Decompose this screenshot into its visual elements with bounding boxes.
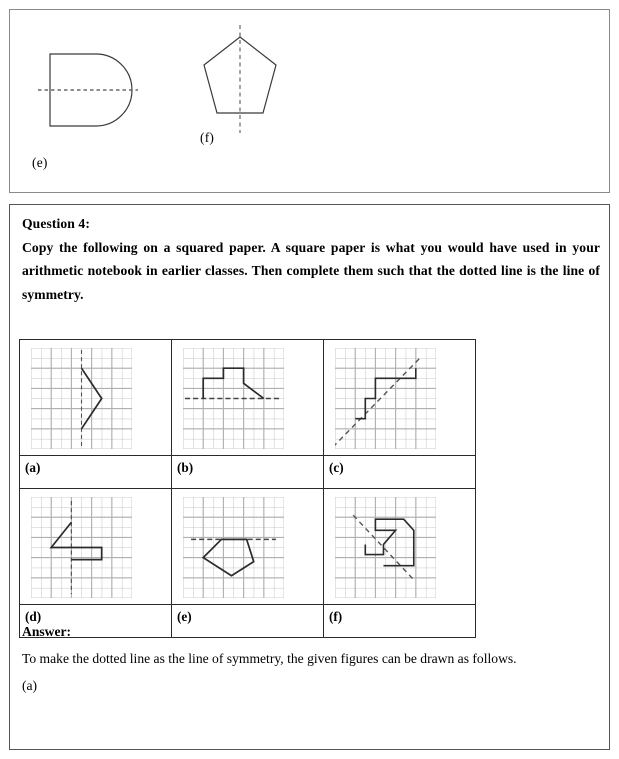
d-shape-svg <box>38 40 148 140</box>
label-cell-a <box>20 456 172 489</box>
grid-f <box>335 497 436 598</box>
figure-label-e: (e) <box>32 155 48 170</box>
figure-cell-d <box>20 489 172 605</box>
figure-f-pentagon <box>190 23 300 133</box>
figure-table-label-c: (c) <box>329 460 344 475</box>
figure-cell-a <box>20 340 172 456</box>
figure-cell-b <box>172 340 324 456</box>
figure-cell-f <box>324 489 476 605</box>
table-row-figures-2 <box>20 489 476 605</box>
grid-background-f <box>335 497 436 598</box>
figure-table-label-f: (f) <box>329 609 343 624</box>
figure-cell-c <box>324 340 476 456</box>
answer-text: To make the dotted line as the line of symmetry, the given figures can be drawn as follows. <box>22 651 517 667</box>
grid-background-a <box>31 348 132 449</box>
question-panel <box>9 204 610 750</box>
figure-table-label-b: (b) <box>177 460 194 475</box>
grid-c <box>335 348 436 449</box>
grid-a <box>31 348 132 449</box>
question-heading: Question 4: <box>22 216 90 231</box>
grid-background-e <box>183 497 284 598</box>
label-cell-b <box>172 456 324 489</box>
figure-e-d-shape <box>38 40 148 140</box>
grid-e <box>183 497 284 598</box>
question-body: Copy the following on a squared paper. A square paper is what you would have used in your arithmetic notebook in earlier classes. Then complete them such that the dotted line is the line of symmetry. <box>22 240 600 302</box>
question-text-block <box>22 213 600 306</box>
figure-table-label-e: (e) <box>177 609 192 624</box>
grid-background-c <box>335 348 436 449</box>
answer-block <box>22 622 600 696</box>
pentagon-svg <box>190 23 300 138</box>
answer-heading: Answer: <box>22 624 72 639</box>
figure-table-label-d: (d) <box>25 609 42 624</box>
previous-figures-panel <box>9 9 610 193</box>
figure-cell-e <box>172 489 324 605</box>
answer-sub-label: (a) <box>22 677 38 693</box>
figure-table-label-a: (a) <box>25 460 41 475</box>
table-row-figures-1 <box>20 340 476 456</box>
label-cell-c <box>324 456 476 489</box>
figure-label-f: (f) <box>200 130 215 145</box>
figure-grid-table <box>19 339 476 638</box>
table-row-labels-1 <box>20 456 476 489</box>
grid-d <box>31 497 132 598</box>
grid-b <box>183 348 284 449</box>
